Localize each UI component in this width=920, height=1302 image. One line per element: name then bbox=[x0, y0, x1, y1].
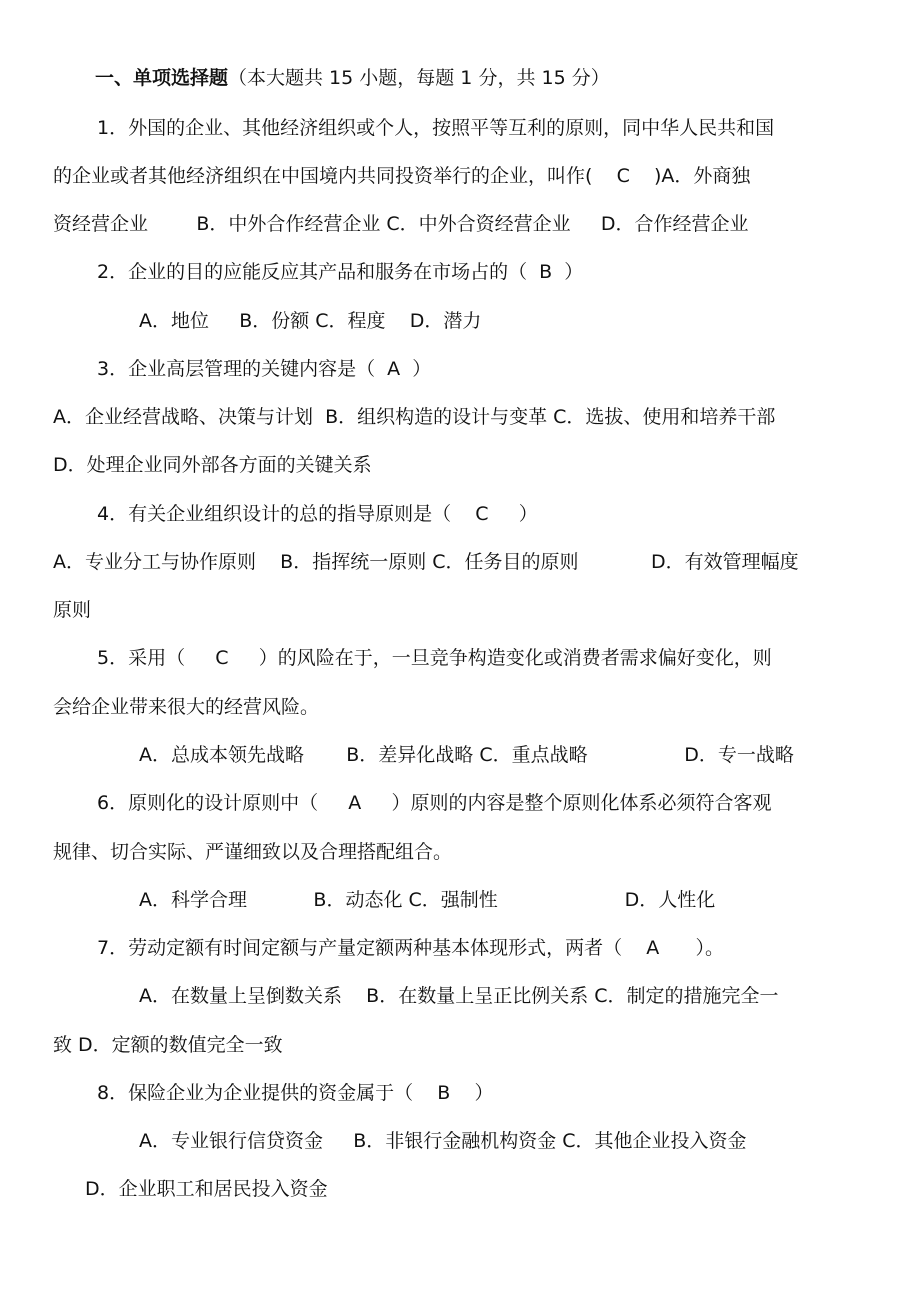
q6-line-3: A．科学合理 B．动态化 C．强制性 D．人性化 bbox=[139, 889, 716, 911]
q4-line-3: 原则 bbox=[53, 599, 92, 621]
q5-line-3: A．总成本领先战略 B．差异化战略 C．重点战略 D．专一战略 bbox=[139, 744, 794, 766]
q6-line-1: 6．原则化的设计原则中（ A ）原则的内容是整个原则化体系必须符合客观 bbox=[97, 792, 772, 814]
q4-line-1: 4．有关企业组织设计的总的指导原则是（ C ） bbox=[97, 503, 538, 525]
q8-line-3: D．企业职工和居民投入资金 bbox=[85, 1178, 328, 1200]
q5-line-2: 会给企业带来很大的经营风险。 bbox=[53, 696, 320, 718]
q5-line-1: 5．采用（ C ）的风险在于，一旦竞争构造变化或消费者需求偏好变化，则 bbox=[97, 647, 772, 669]
q8-line-2: A．专业银行信贷资金 B．非银行金融机构资金 C．其他企业投入资金 bbox=[139, 1130, 747, 1152]
q3-line-1: 3．企业高层管理的关键内容是（ A ） bbox=[97, 358, 432, 380]
section-note: （本大题共 15 小题，每题 1 分，共 15 分） bbox=[228, 67, 610, 89]
section-header bbox=[95, 66, 610, 90]
q3-line-2: A．企业经营战略、决策与计划 B．组织构造的设计与变革 C．选拔、使用和培养干部 bbox=[53, 406, 776, 428]
q7-line-2: A．在数量上呈倒数关系 B．在数量上呈正比例关系 C．制定的措施完全一 bbox=[139, 985, 779, 1007]
section-heading: 一、单项选择题 bbox=[95, 67, 229, 89]
q1-line-2: 的企业或者其他经济组织在中国境内共同投资举行的企业，叫作( C )A．外商独 bbox=[53, 165, 751, 187]
q3-line-3: D．处理企业同外部各方面的关键关系 bbox=[53, 454, 372, 476]
q7-line-1: 7．劳动定额有时间定额与产量定额两种基本体现形式，两者（ A ）。 bbox=[97, 937, 724, 959]
q1-line-3: 资经营企业 B．中外合作经营企业 C．中外合资经营企业 D．合作经营企业 bbox=[53, 213, 749, 235]
q4-line-2: A．专业分工与协作原则 B．指挥统一原则 C．任务目的原则 D．有效管理幅度 bbox=[53, 551, 799, 573]
q2-line-1: 2．企业的目的应能反应其产品和服务在市场占的（ B ） bbox=[97, 261, 584, 283]
q1-line-1: 1．外国的企业、其他经济组织或个人，按照平等互利的原则，同中华人民共和国 bbox=[97, 117, 775, 139]
q8-line-1: 8．保险企业为企业提供的资金属于（ B ） bbox=[97, 1082, 494, 1104]
q6-line-2: 规律、切合实际、严谨细致以及合理搭配组合。 bbox=[53, 841, 453, 863]
q2-line-2: A．地位 B．份额 C．程度 D．潜力 bbox=[139, 310, 482, 332]
q7-line-3: 致 D．定额的数值完全一致 bbox=[53, 1034, 283, 1056]
